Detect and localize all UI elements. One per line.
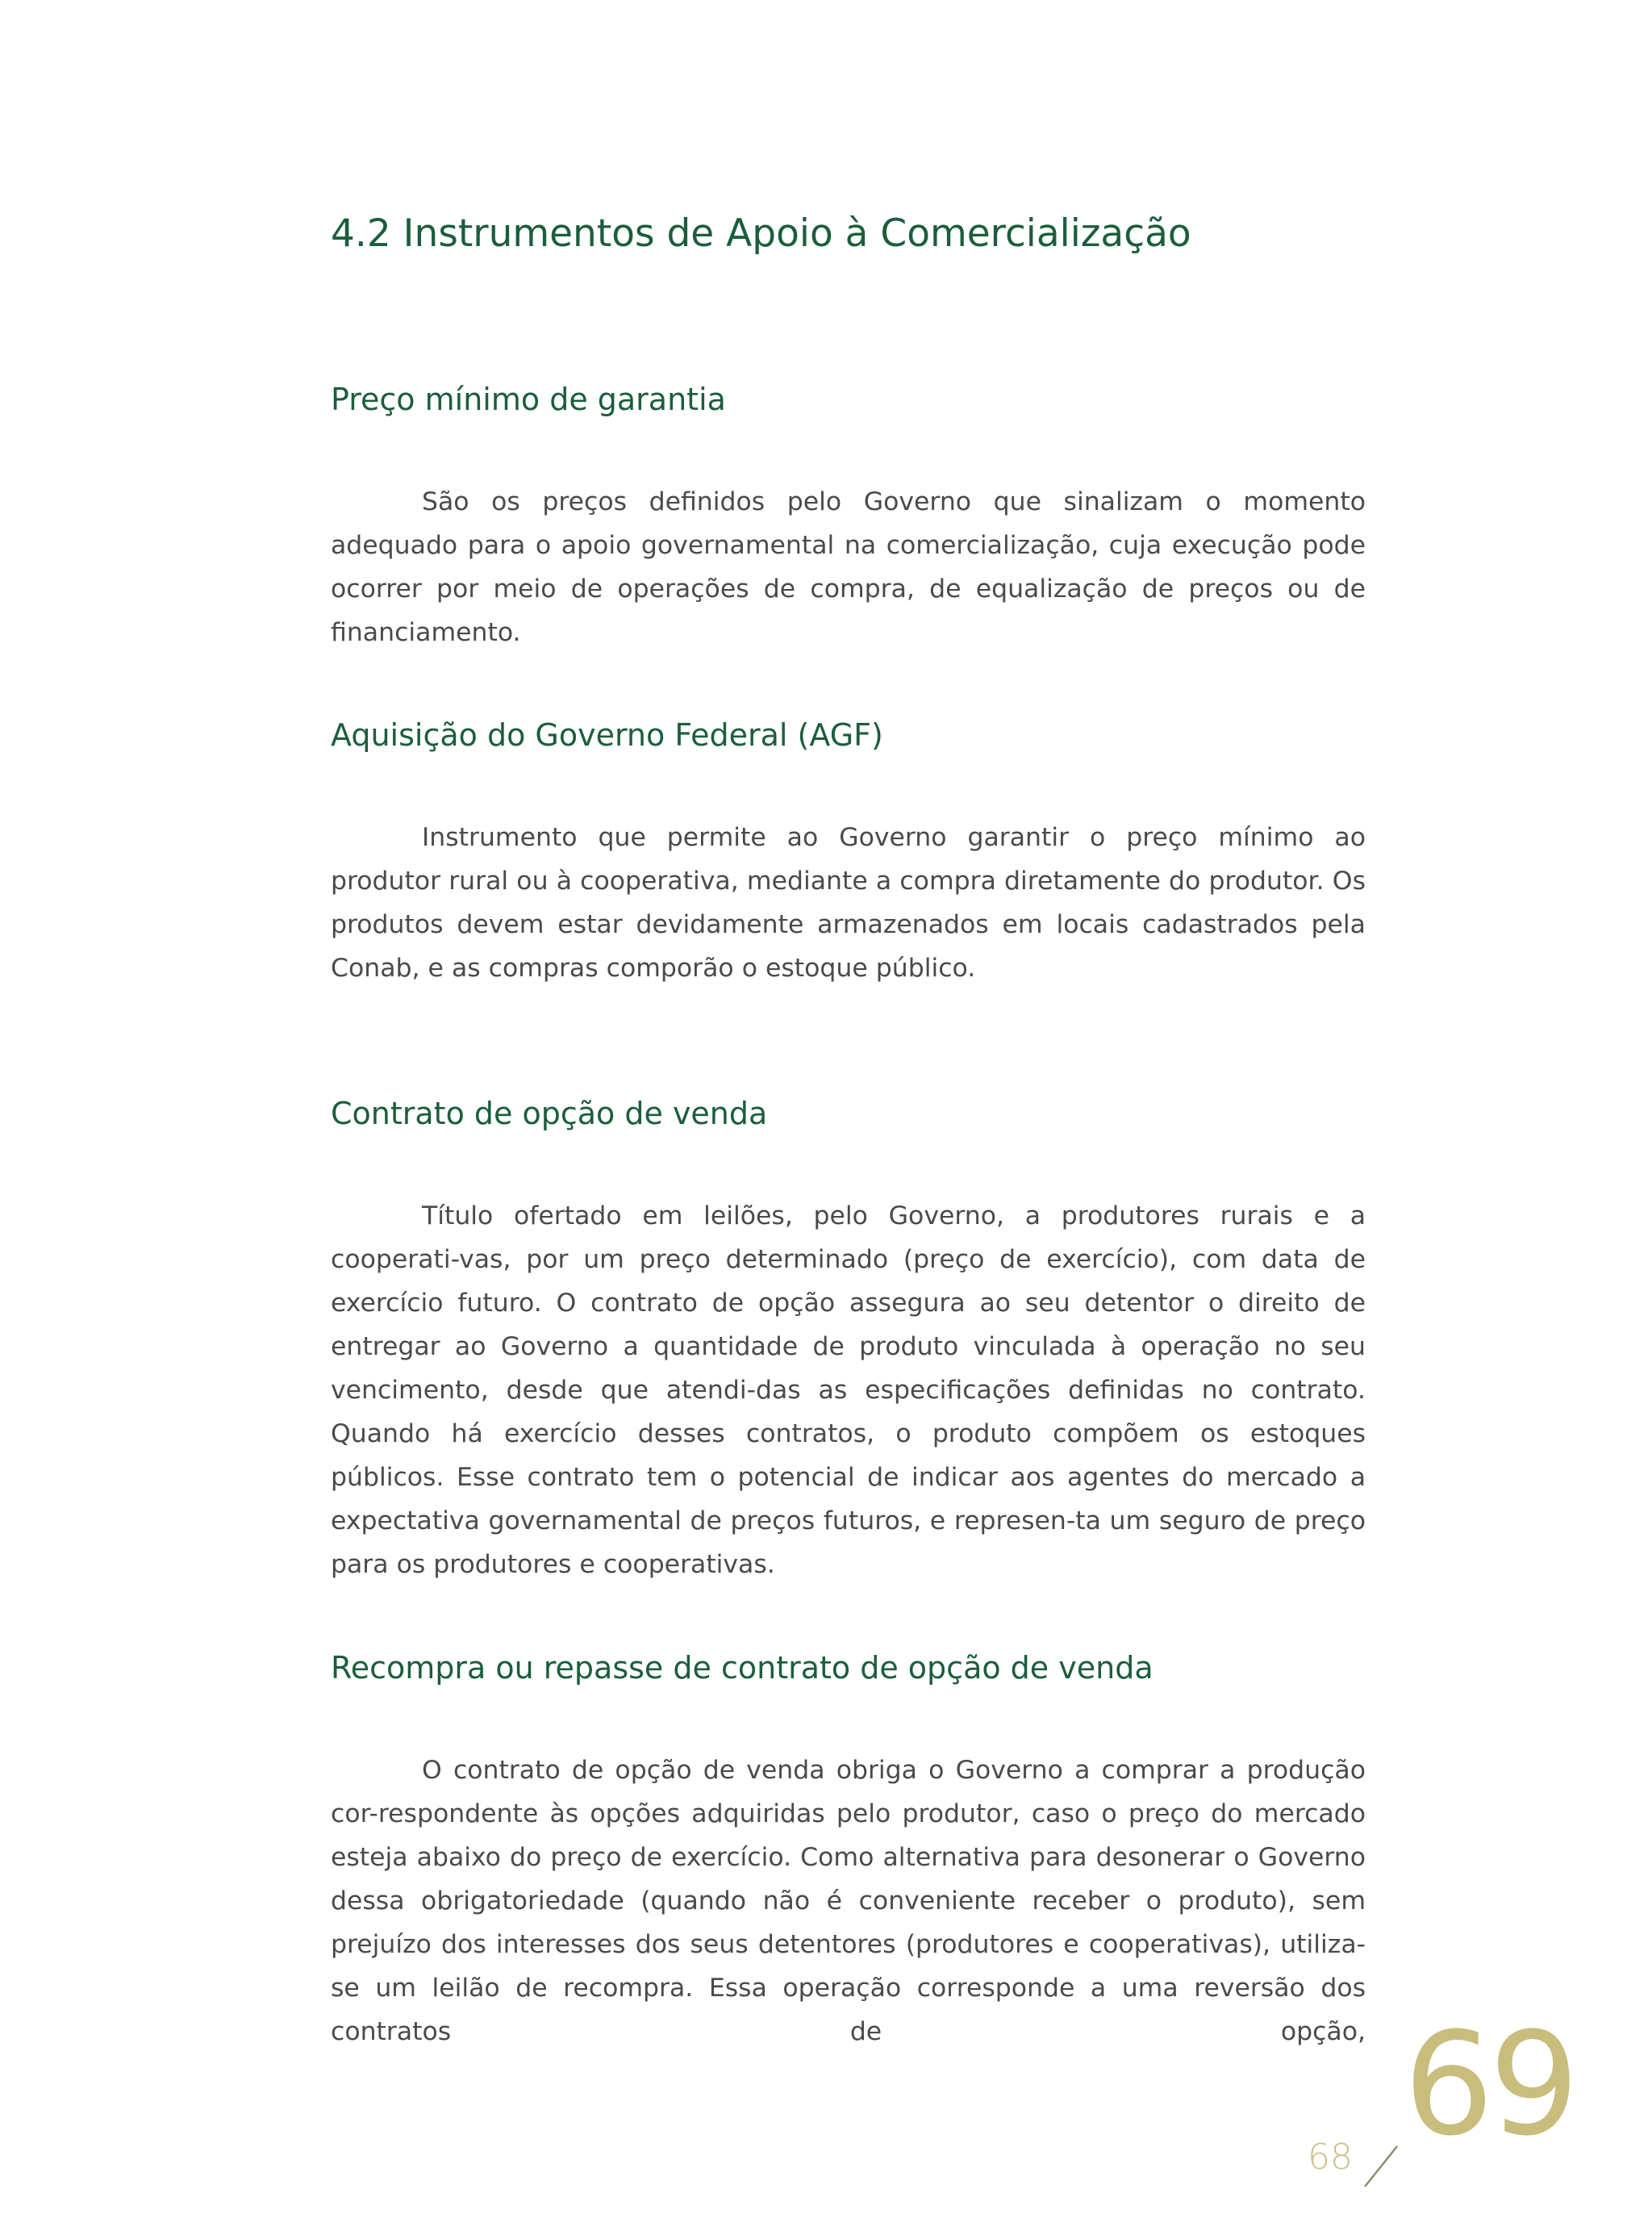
- section-preco-minimo: [331, 382, 1366, 654]
- section-recompra: [331, 1650, 1366, 2053]
- section-agf: [331, 717, 1366, 990]
- page-slash-divider: [1355, 2025, 1404, 2187]
- section-heading: Aquisição do Governo Federal (AGF): [331, 717, 883, 753]
- section-paragraph: São os preços definidos pelo Governo que sinalizam o momento adequado para o apoio governamental na comercialização, cuja execução pode ocorrer por meio de operações de compra, de equalização de preços ou de financiamento.: [331, 487, 1366, 647]
- page-number-right: 69: [1404, 2002, 1575, 2167]
- section-paragraph: Título ofertado em leilões, pelo Governo, a produtores rurais e a cooperati-vas, por um preço determinado (preço de exercício), com data de exercício futuro. O contrato de opção assegura ao seu detentor o direito de entregar ao Governo a quantidade de produto vinculada à operação no seu vencimento, desde que atendi-das as especificações definidas no contrato. Quando há exercício desses contratos, o produto compõem os estoques públicos. Esse contrato tem o potencial de indicar aos agentes do mercado a expectativa governamental de preços futuros, e represen-ta um seguro de preço para os produtores e cooperativas.: [331, 1201, 1366, 1579]
- section-contrato-opcao: [331, 1096, 1366, 1586]
- section-paragraph: Instrumento que permite ao Governo garantir o preço mínimo ao produtor rural ou à cooperativa, mediante a compra diretamente do produtor. Os produtos devem estar devidamente armazenados em locais cadastrados pela Conab, e as compras comporão o estoque público.: [331, 823, 1366, 983]
- page-numbers: [1291, 2002, 1575, 2203]
- section-title: 4.2 Instrumentos de Apoio à Comercialização: [331, 211, 1191, 256]
- page-number-left: 68: [1308, 2137, 1353, 2178]
- section-heading: Recompra ou repasse de contrato de opção de venda: [331, 1650, 1153, 1686]
- section-heading: Preço mínimo de garantia: [331, 382, 726, 417]
- section-heading: Contrato de opção de venda: [331, 1096, 768, 1131]
- section-paragraph: O contrato de opção de venda obriga o Governo a comprar a produção cor-respondente às opções adquiridas pelo produtor, caso o preço do mercado esteja abaixo do preço de exercício. Como alternativa para desonerar o Governo dessa obrigatoriedade (quando não é conveniente receber o produto), sem prejuízo dos interesses dos seus detentores (produtores e cooperativas), utiliza-se um leilão de recompra. Essa operação corresponde a uma reversão dos contratos de opção,: [331, 1756, 1366, 2046]
